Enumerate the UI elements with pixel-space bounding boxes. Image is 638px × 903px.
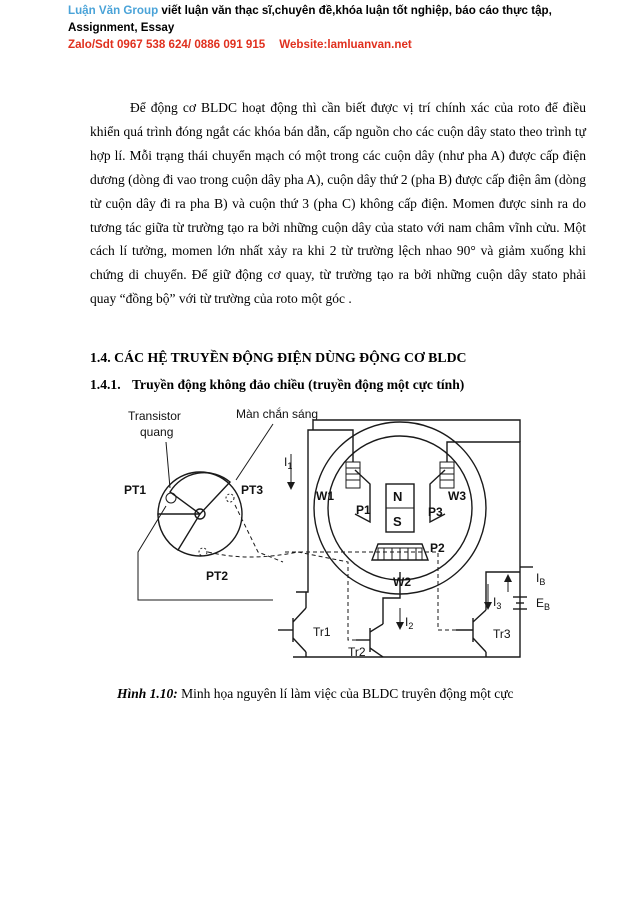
header-contact: Zalo/Sdt 0967 538 624/ 0886 091 915	[68, 38, 266, 51]
subsection-heading	[90, 377, 464, 393]
body-paragraph: Để động cơ BLDC hoạt động thì cần biết được vị trí chính xác của roto để điều khiển quá trình đóng ngắt các khóa bán dẫn, cấp nguồn cho các cuộn dây stato theo trình tự hợp lí. Mỗi trạng thái chuyển mạch có một trong các cuộn dây (như pha A) được cấp điện dương (dòng đi vao trong cuộn dây pha A), cuộn dây thứ 2 (pha B) được cấp điện âm (dòng từ cuộn dây đi ra pha B) và cuộn thứ 3 (pha C) không cấp điện. Momen được sinh ra do tương tác giữa từ trường tạo ra bởi những cuộn dây của stato với nam châm vĩnh cửu. Một cách lí tưởng, momen lớn nhất xảy ra khi 2 từ trường lệch nhao 90° và giảm xuống khi chứng di chuyển. Để giữ động cơ quay, từ trường tạo ra bởi những cuộn dây stato phải quay “đồng bộ” với từ trường của roto một góc .	[90, 100, 586, 307]
subsection-title: Truyền động không đảo chiều (truyền động một cực tính)	[132, 377, 465, 392]
motor	[314, 422, 486, 594]
label-pt1: PT1	[124, 483, 147, 497]
pt1-sensor	[166, 493, 176, 503]
label-n: N	[393, 489, 403, 504]
figure-caption	[117, 686, 514, 702]
transistor-tr2	[298, 552, 383, 659]
label-p1: P1	[356, 503, 371, 517]
label-w3: W3	[448, 489, 466, 503]
header-line-3	[68, 36, 608, 53]
label-eb: $E_B$	[536, 596, 551, 612]
winding-w1	[346, 462, 360, 488]
leader-shade	[236, 424, 273, 480]
caption-text: Minh họa nguyên lí làm việc của BLDC truyên động một cực	[177, 686, 514, 701]
brand-name: Luận Văn Group	[68, 4, 159, 17]
label-s: S	[393, 514, 402, 529]
label-ib: $I_B$	[536, 571, 546, 587]
label-i2: $I_2$	[405, 615, 414, 631]
bldc-unipolar-diagram	[108, 402, 563, 664]
header-tagline: viết luận văn thạc sĩ,chuyên đề,khóa luận tốt nghiệp, báo cáo thực tập,	[158, 4, 552, 17]
transistor-tr3	[283, 552, 520, 657]
label-transistor: Transistor	[128, 409, 181, 423]
wire-w1	[296, 430, 353, 592]
label-p2: P2	[430, 541, 445, 555]
subsection-number: 1.4.1.	[90, 377, 121, 392]
label-tr2: Tr2	[348, 645, 366, 659]
label-p3: P3	[428, 505, 443, 519]
winding-w2	[378, 548, 422, 560]
pt2-sensor	[199, 548, 207, 556]
label-pt3: PT3	[241, 483, 264, 497]
optical-sensor	[124, 406, 318, 600]
label-w2: W2	[393, 575, 411, 589]
transistor-tr1	[278, 592, 331, 657]
label-tr3: Tr3	[493, 627, 511, 641]
diagram-svg	[108, 402, 563, 664]
page-header	[68, 2, 608, 53]
wire-w3	[447, 442, 520, 607]
label-i1: $I_1$	[284, 455, 293, 471]
label-tr1: Tr1	[313, 625, 331, 639]
pt3-sensor	[226, 494, 234, 502]
shade-sector-top	[170, 473, 230, 514]
label-shade: Màn chắn sáng	[236, 407, 319, 421]
header-line-2: Assignment, Essay	[68, 21, 175, 34]
pt2-link	[208, 552, 298, 557]
leader-transistor	[166, 442, 170, 488]
battery	[504, 571, 550, 612]
header-line-1	[68, 2, 608, 19]
label-quang: quang	[140, 425, 174, 439]
caption-label: Hình 1.10:	[117, 686, 178, 701]
section-heading: 1.4. CÁC HỆ TRUYỀN ĐỘNG ĐIỆN DÙNG ĐỘNG CƠ BLDC	[90, 350, 467, 365]
shade-sector-bottom	[158, 514, 200, 550]
header-website[interactable]: Website:lamluanvan.net	[279, 38, 412, 51]
label-w1: W1	[316, 489, 334, 503]
label-i3: $I_3$	[493, 595, 502, 611]
winding-w3	[440, 462, 454, 488]
label-pt2: PT2	[206, 569, 229, 583]
